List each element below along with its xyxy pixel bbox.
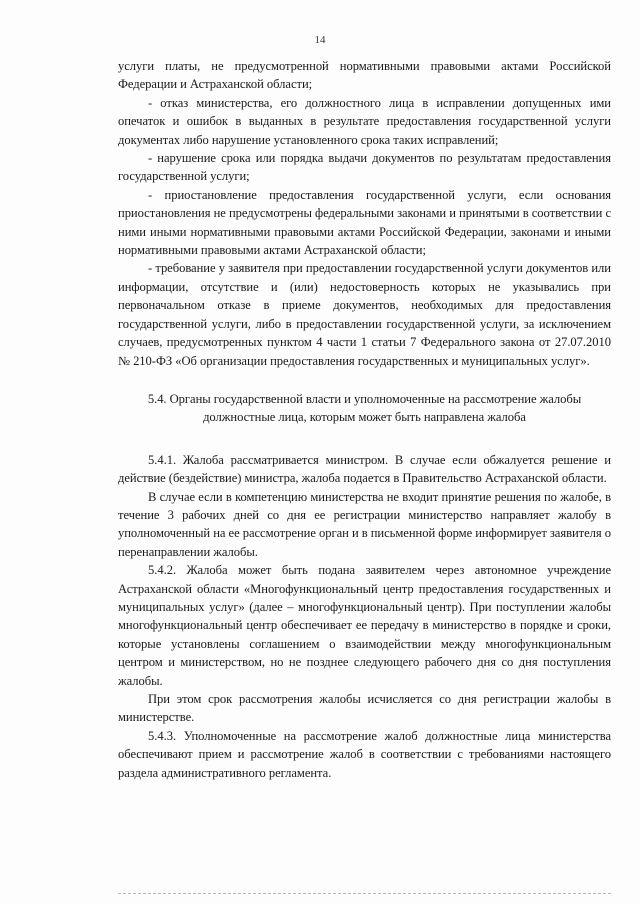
paragraph-review-period: При этом срок рассмотрения жалобы исчисляется со дня регистрации жалобы в министерстве.: [118, 692, 611, 725]
paragraph-suspension: - приостановление предоставления государственной услуги, если основания приостановления не предусмотрены федеральными законами и принятыми в соответствии с ними иными нормативными правовыми актами Российской Федерации, законами и иными нормативными правовыми актами Астраханской области;: [118, 187, 611, 258]
paragraph-5-4-2: 5.4.2. Жалоба может быть подана заявителем через автономное учреждение Астраханской области «Многофункциональный центр предоставления государственных и муниципальных услуг» (далее – многофункциональный центр). При поступлении жалобы многофункциональный центр обеспечивает ее передачу в министерство в порядке и сроки, которые установлены соглашением о взаимодействии между многофункциональным центром и министерством, но не позднее следующего рабочего дня со дня поступления жалобы.: [118, 563, 611, 688]
paragraph-5-4-1: 5.4.1. Жалоба рассматривается министром. В случае если обжалуется решение и действие (бездействие) министра, жалоба подается в Правительство Астраханской области.: [118, 452, 611, 486]
paragraph-5-4-3: 5.4.3. Уполномоченные на рассмотрение жалоб должностные лица министерства обеспечивают прием и рассмотрение жалоб в соответствии с требованиями настоящего раздела административного регламента.: [118, 728, 611, 780]
document-body: [118, 57, 611, 782]
paragraph-deadline-violation: - нарушение срока или порядка выдачи документов по результатам предоставления государственной услуги;: [118, 151, 611, 184]
paragraph-document-requirement: - требование у заявителя при предоставлении государственной услуги документов или информации, отсутствие и (или) недостоверность которых не указывались при первоначальном отказе в приеме документов, необходимых для предоставления государственной услуги, либо в предоставлении государственной услуги, за исключением случаев, предусмотренных пунктом 4 части 1 статьи 7 Федерального закона от 27.07.2010 № 210-ФЗ «Об организации предоставления государственных и муниципальных услуг».: [118, 261, 611, 368]
paragraph-redirect: В случае если в компетенцию министерства не входит принятие решения по жалобе, в течение 3 рабочих дней со дня ее регистрации министерство направляет жалобу в уполномоченный на ее рассмотрение орган и в письменной форме информирует заявителя о перенаправлении жалобы.: [118, 489, 611, 559]
section-heading: 5.4. Органы государственной власти и уполномоченные на рассмотрение жалобы должностные лица, которым может быть направлена жалоба: [147, 391, 582, 425]
page-number: 14: [314, 34, 326, 46]
paragraph-refusal-corrections: - отказ министерства, его должностного лица в исправлении допущенных ими опечаток и ошибок в выданных в результате предоставления государственной услуги документах либо нарушение установленного срока таких исправлений;: [118, 95, 611, 147]
paragraph-fee-clause: услуги платы, не предусмотренной нормативными правовыми актами Российской Федерации и Астраханской области;: [118, 59, 611, 92]
bottom-divider: [118, 893, 611, 894]
